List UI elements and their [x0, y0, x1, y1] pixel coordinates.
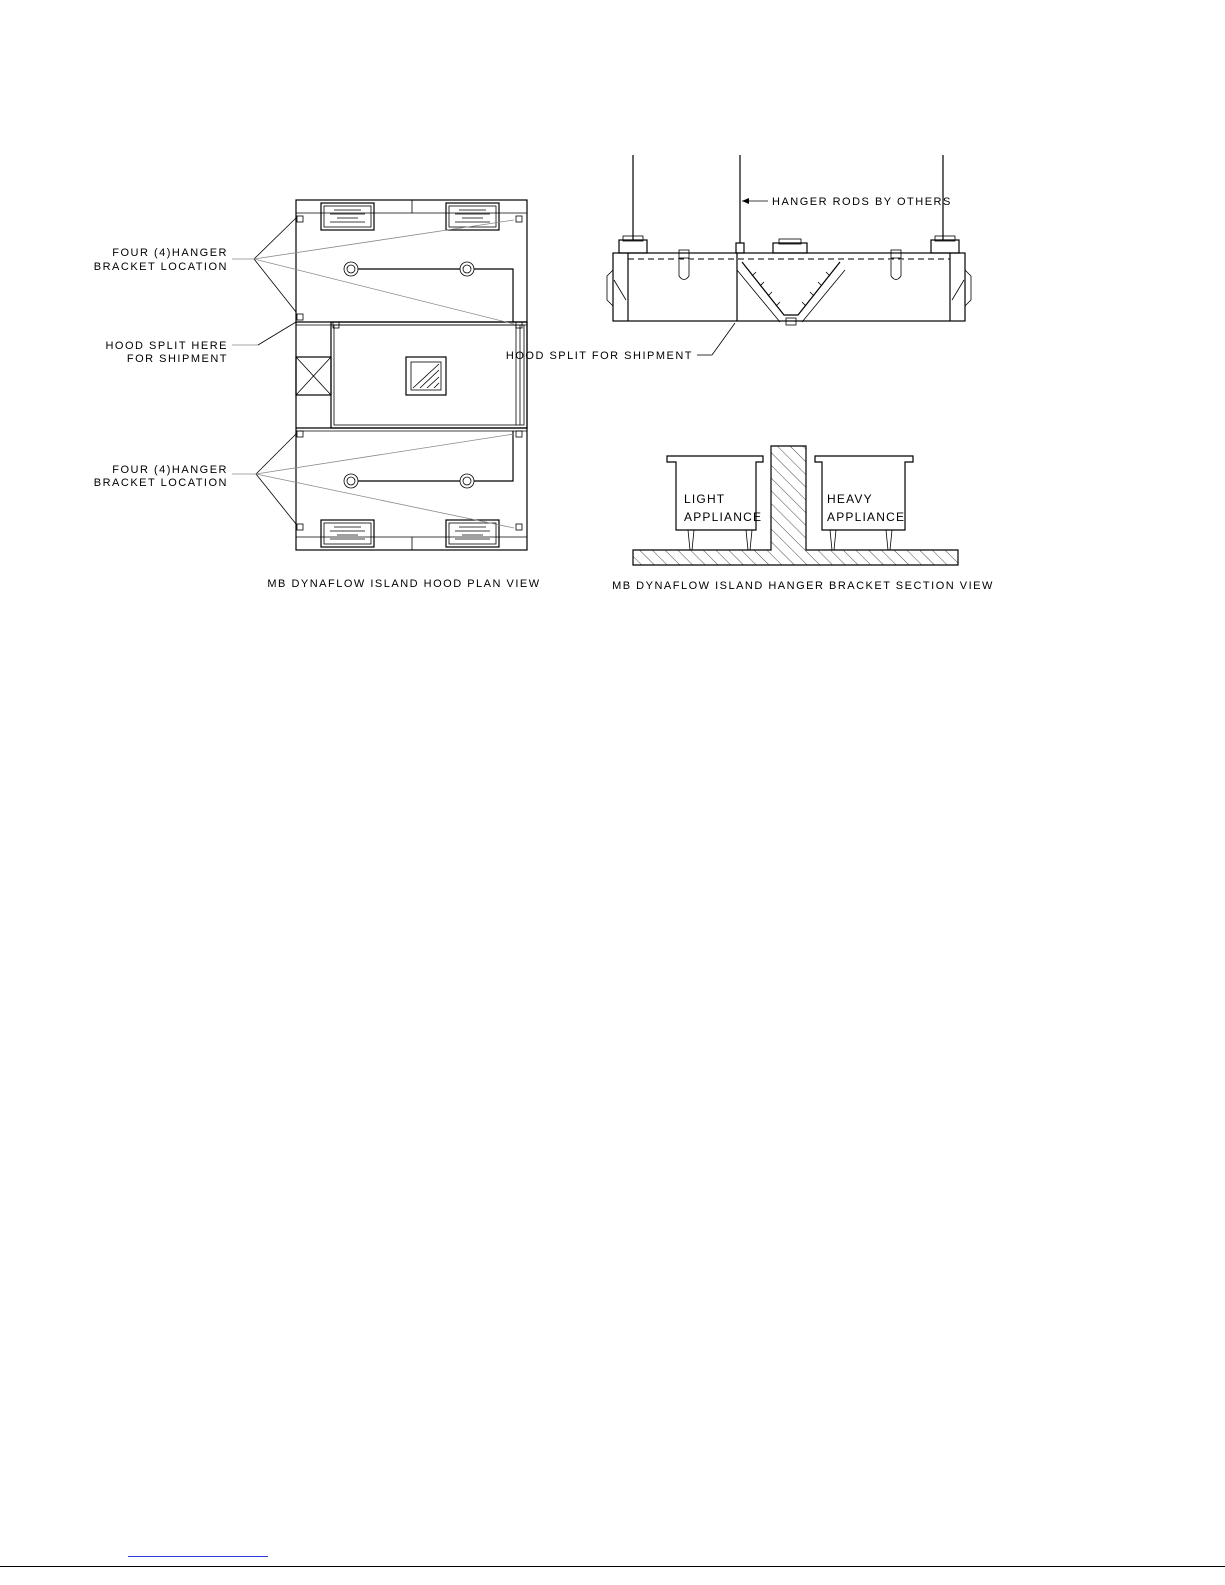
filter-bottom-left: [321, 520, 374, 547]
light-appliance-line1: LIGHT: [684, 492, 726, 506]
v-bank-filters: [737, 262, 845, 325]
elevation-view: [506, 155, 971, 362]
light-appliance-line2: APPLIANCE: [684, 510, 763, 524]
callout-top-line1: FOUR (4)HANGER: [112, 247, 228, 259]
footer-link-underline: [128, 1556, 268, 1557]
heavy-appliance-line2: APPLIANCE: [827, 510, 906, 524]
footer-rule: [0, 1566, 1225, 1567]
floor-and-bracket: [633, 446, 958, 565]
callout-bottom-line1: FOUR (4)HANGER: [112, 464, 228, 476]
hood-split-label: HOOD SPLIT FOR SHIPMENT: [505, 350, 693, 362]
callout-bottom-line2: BRACKET LOCATION: [93, 477, 228, 489]
callout-split-line1: HOOD SPLIT HERE: [105, 340, 228, 352]
center-grille: [406, 357, 446, 395]
pipe-connectors: [344, 262, 513, 488]
section-view-caption: MB DYNAFLOW ISLAND HANGER BRACKET SECTION VIEW: [612, 580, 994, 592]
hanger-rods-label: HANGER RODS BY OTHERS: [772, 196, 952, 208]
section-view: [612, 446, 994, 592]
plan-view-caption: MB DYNAFLOW ISLAND HOOD PLAN VIEW: [267, 578, 541, 590]
callout-top-line2: BRACKET LOCATION: [93, 261, 228, 273]
heavy-appliance: [815, 456, 913, 550]
light-appliance: [667, 456, 763, 550]
plan-view: [94, 200, 541, 590]
heavy-appliance-line1: HEAVY: [827, 492, 873, 506]
filter-bottom-right: [446, 520, 499, 547]
callout-split-line2: FOR SHIPMENT: [126, 353, 228, 365]
filter-top-left: [321, 203, 374, 230]
